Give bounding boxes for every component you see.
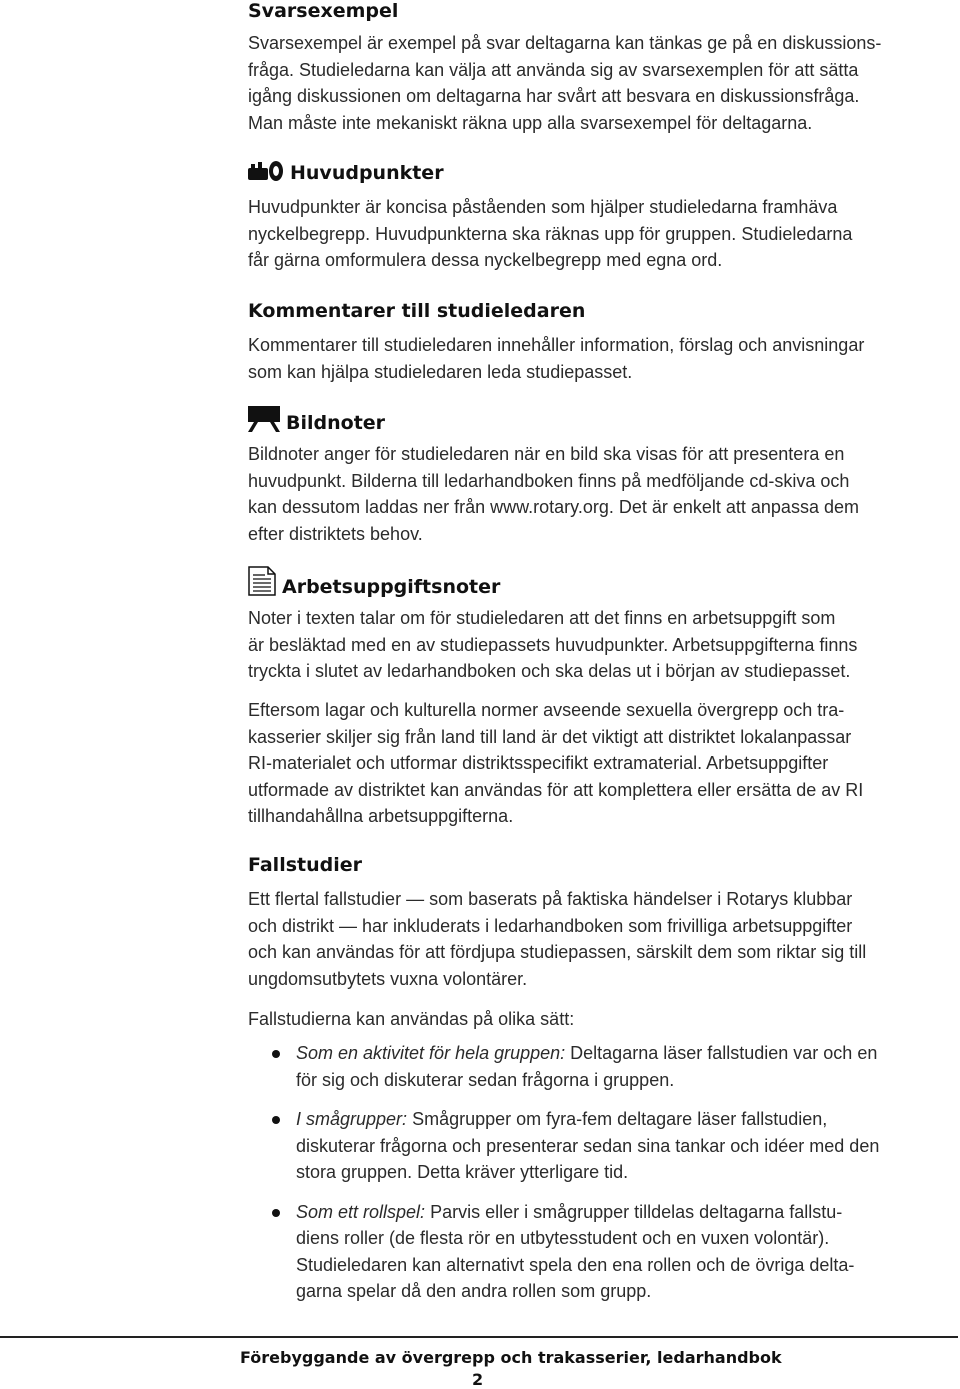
list-item: I smågrupper: Smågrupper om fyra-fem deltagare läser fallstudien, diskuterar frågorna och presenterar sedan sina tankar och idéer med den stora gruppen. Detta kräver ytterligare tid. [248,1106,960,1186]
heading-huvudpunkter: Huvudpunkter [248,160,444,187]
bullet-icon [272,1050,280,1058]
bullet-icon [272,1116,280,1124]
bullet-icon [272,1209,280,1217]
heading-bildnoter: Bildnoter [248,406,385,437]
key-icon [248,160,284,187]
paragraph-svarsexempel: Svarsexempel är exempel på svar deltagarna kan tänkas ge på en diskussions- fråga. Studieledarna kan välja att använda sig av svarsexemplen för att sätta igång diskussionen om deltagarna har svårt att besvara en diskussionsfråga. Man måste inte mekaniskt räkna upp alla svarsexempel för deltagarna. [248,33,882,133]
heading-kommentarer: Kommentarer till studieledaren [248,300,586,322]
paragraph-huvudpunkter: Huvudpunkter är koncisa påståenden som hjälper studieledarna framhäva nyckelbegrepp. Huvudpunkterna ska räknas upp för gruppen. Studieledarna får gärna omformulera dessa nyckelbegrepp med egna ord. [248,197,853,270]
heading-fallstudier: Fallstudier [248,854,362,876]
paragraph-fallstudier-intro: Fallstudierna kan användas på olika sätt: [248,1009,575,1029]
projector-screen-icon [248,406,280,437]
page-number: 2 [472,1370,484,1389]
paragraph-kommentarer: Kommentarer till studieledaren innehåller information, förslag och anvisningar som kan hjälpa studieledaren leda studiepasset. [248,335,865,382]
fallstudier-list [248,1040,960,1318]
paragraph-bildnoter: Bildnoter anger för studieledaren när en bild ska visas för att presentera en huvudpunkt. Bilderna till ledarhandboken finns på medföljande cd-skiva och kan dessutom laddas ner från www.rotary.org. Det är enkelt att anpassa dem efter distriktets behov. [248,444,859,544]
paragraph-lokalanpassning: Eftersom lagar och kulturella normer avseende sexuella övergrepp och tra- kasserier skiljer sig från land till land är det viktigt att distriktet lokalanpassar RI-materialet och utformar distriktsspecifikt extramaterial. Arbetsuppgifter utformade av distriktet kan användas för att komplettera eller ersätta de av RI tillhandahållna arbetsuppgifterna. [248,700,864,826]
paragraph-arbetsuppgiftsnoter: Noter i texten talar om för studieledaren att det finns en arbetsuppgift som är besläktad med en av studiepassets huvudpunkter. Arbetsuppgifterna finns tryckta i slutet av ledarhandboken och ska delas ut i början av studiepasset. [248,608,858,681]
heading-arbetsuppgiftsnoter: Arbetsuppgiftsnoter [248,566,500,601]
footer-divider [0,1336,958,1338]
document-icon [248,566,276,601]
list-item: Som en aktivitet för hela gruppen: Deltagarna läser fallstudien var och en för sig och diskuterar sedan frågorna i gruppen. [248,1040,960,1093]
list-item: Som ett rollspel: Parvis eller i smågrupper tilldelas deltagarna fallstu- diens roller (de flesta rör en utbytesstudent och en vuxen volontär). Studieledaren kan alternativt spela den ena rollen och de övriga delta- garna spelar då den andra rollen som grupp. [248,1199,960,1305]
paragraph-fallstudier: Ett flertal fallstudier — som baserats på faktiska händelser i Rotarys klubbar och distrikt — har inkluderats i ledarhandboken som frivilliga arbetsuppgifter och kan användas för att fördjupa studiepassen, särskilt dem som riktar sig till ungdomsutbytets vuxna volontärer. [248,889,867,989]
footer-title: Förebyggande av övergrepp och trakasserier, ledarhandbok [240,1348,782,1367]
heading-svarsexempel: Svarsexempel [248,0,399,22]
